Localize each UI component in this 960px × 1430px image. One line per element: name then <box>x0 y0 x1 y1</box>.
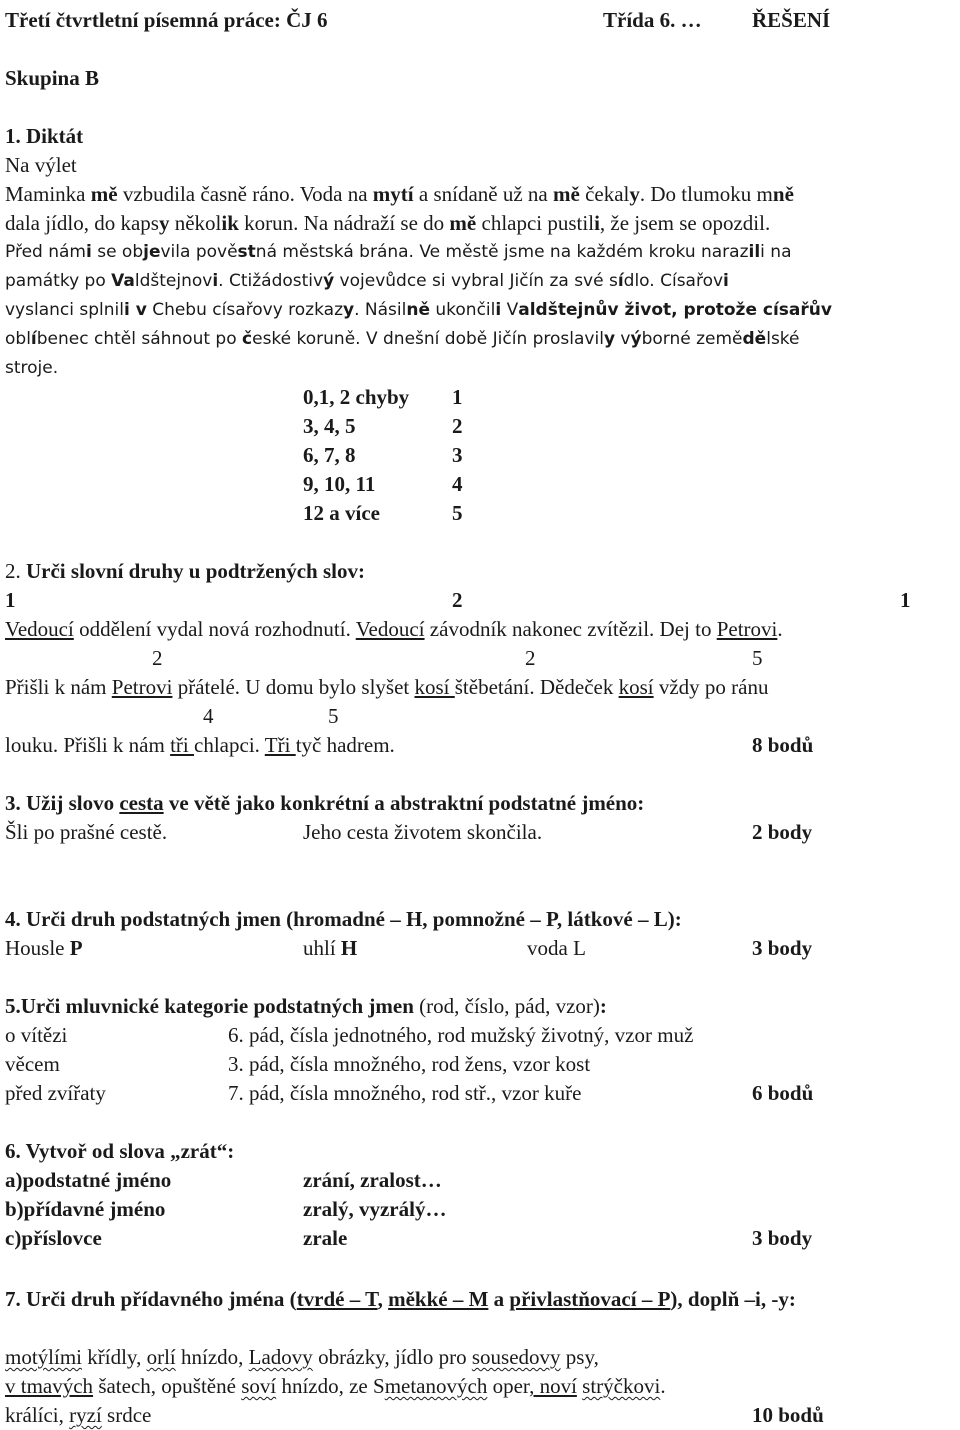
s2-label-8: 5 <box>328 704 339 728</box>
grading-grade-3: 4 <box>452 472 463 496</box>
s7-heading: 7. Urči druh přídavného jména (tvrdé – T, měkké – M a přivlastňovací – P), doplň –i, -y: <box>5 1287 796 1311</box>
grading-errors-0: 0,1, 2 chyby <box>303 385 410 409</box>
s7-points: 10 bodů <box>752 1403 824 1427</box>
dictation-line-4: památky po Valdštejnovi. Ctižádostivý vojevůdce si vybral Jičín za své sídlo. Císařovi <box>5 271 729 291</box>
s4-points: 3 body <box>752 936 813 960</box>
s5-answer-2: 3. pád, čísla množného, rod žens, vzor kost <box>228 1052 591 1076</box>
s5-points: 6 bodů <box>752 1081 814 1105</box>
s7-line-2: v tmavých šatech, opuštěné soví hnízdo, ze Smetanových oper, noví strýčkovi. <box>5 1374 666 1398</box>
s4-heading: 4. Urči druh podstatných jmen (hromadné – H, pomnožné – P, látkové – L): <box>5 907 682 931</box>
dictation-line-2: dala jídlo, do kapsy několik korun. Na nádraží se do mě chlapci pustili, že jsem se opozdil. <box>5 211 771 235</box>
s4-item-1: Housle P <box>5 936 83 960</box>
s2-label-5: 2 <box>525 646 536 670</box>
solution-label: ŘEŠENÍ <box>752 8 831 32</box>
page-title: Třetí čtvrtletní písemná práce: ČJ 6 <box>5 8 328 32</box>
grading-grade-0: 1 <box>452 385 463 409</box>
s3-heading: 3. Užij slovo cesta ve větě jako konkrétní a abstraktní podstatné jméno: <box>5 791 645 815</box>
grading-errors-4: 12 a více <box>303 501 380 525</box>
dictation-title: Na výlet <box>5 153 77 177</box>
s6-label-1: a)podstatné jméno <box>5 1168 172 1192</box>
grading-grade-1: 2 <box>452 414 463 438</box>
s2-line-1: Vedoucí oddělení vydal nová rozhodnutí. Vedoucí závodník nakonec zvítězil. Dej to Petrovi. <box>5 617 783 641</box>
s6-heading: 6. Vytvoř od slova „zrát“: <box>5 1139 235 1163</box>
s5-word-2: věcem <box>5 1052 60 1076</box>
s2-line-3: louku. Přišli k nám tři chlapci. Tři tyč hadrem. <box>5 733 395 757</box>
dictation-line-3: Před námi se objevila pověstná městská brána. Ve městě jsme na každém kroku narazili na <box>5 242 792 262</box>
s6-label-3: c)příslovce <box>5 1226 102 1250</box>
s1-heading: 1. Diktát <box>5 124 84 148</box>
s2-line-2: Přišli k nám Petrovi přátelé. U domu bylo slyšet kosí štěbetání. Dědeček kosí vždy po ránu <box>5 675 769 699</box>
s4-item-3: voda L <box>527 936 586 960</box>
dictation-line-6: oblíbenec chtěl sáhnout po české koruně. V dnešní době Jičín proslavily výborné zemědělské <box>5 329 800 349</box>
s2-label-4: 2 <box>152 646 163 670</box>
dictation-line-1: Maminka mě vzbudila časně ráno. Voda na mytí a snídaně už na mě čekaly. Do tlumoku mně <box>5 182 794 206</box>
s6-points: 3 body <box>752 1226 813 1250</box>
s5-word-1: o vítězi <box>5 1023 68 1047</box>
s5-word-3: před zvířaty <box>5 1081 106 1105</box>
s2-label-3: 1 <box>900 588 911 612</box>
dictation-line-7: stroje. <box>5 358 59 378</box>
s2-label-1: 1 <box>5 588 16 612</box>
class-label: Třída 6. … <box>603 8 702 32</box>
s5-heading: 5.Urči mluvnické kategorie podstatných jmen (rod, číslo, pád, vzor): <box>5 994 607 1018</box>
grading-errors-3: 9, 10, 11 <box>303 472 376 496</box>
s2-label-2: 2 <box>452 588 463 612</box>
s6-label-2: b)přídavné jméno <box>5 1197 166 1221</box>
s7-line-3: králíci, ryzí srdce <box>5 1403 152 1427</box>
s2-heading: 2. Urči slovní druhy u podtržených slov: <box>5 559 365 583</box>
s3-points: 2 body <box>752 820 813 844</box>
s5-answer-3: 7. pád, čísla množného, rod stř., vzor kuře <box>228 1081 582 1105</box>
s2-points: 8 bodů <box>752 733 814 757</box>
grading-errors-2: 6, 7, 8 <box>303 443 356 467</box>
s2-label-7: 4 <box>203 704 214 728</box>
grading-grade-2: 3 <box>452 443 463 467</box>
s6-answer-3: zrale <box>303 1226 348 1250</box>
s3-sentence-abstract: Jeho cesta životem skončila. <box>303 820 543 844</box>
s5-answer-1: 6. pád, čísla jednotného, rod mužský životný, vzor muž <box>228 1023 694 1047</box>
s7-line-1: motýlími křídly, orlí hnízdo, Ladovy obrázky, jídlo pro sousedovy psy, <box>5 1345 599 1369</box>
group-label: Skupina B <box>5 66 99 90</box>
s4-item-2: uhlí H <box>303 936 358 960</box>
grading-grade-4: 5 <box>452 501 463 525</box>
s6-answer-1: zrání, zralost… <box>303 1168 442 1192</box>
s2-label-6: 5 <box>752 646 763 670</box>
grading-errors-1: 3, 4, 5 <box>303 414 356 438</box>
s6-answer-2: zralý, vyzrálý… <box>303 1197 447 1221</box>
s3-sentence-concrete: Šli po prašné cestě. <box>5 820 168 844</box>
dictation-line-5: vyslanci splnili v Chebu císařovy rozkazy. Násilně ukončili Valdštejnův život, protože císařův <box>5 300 832 320</box>
